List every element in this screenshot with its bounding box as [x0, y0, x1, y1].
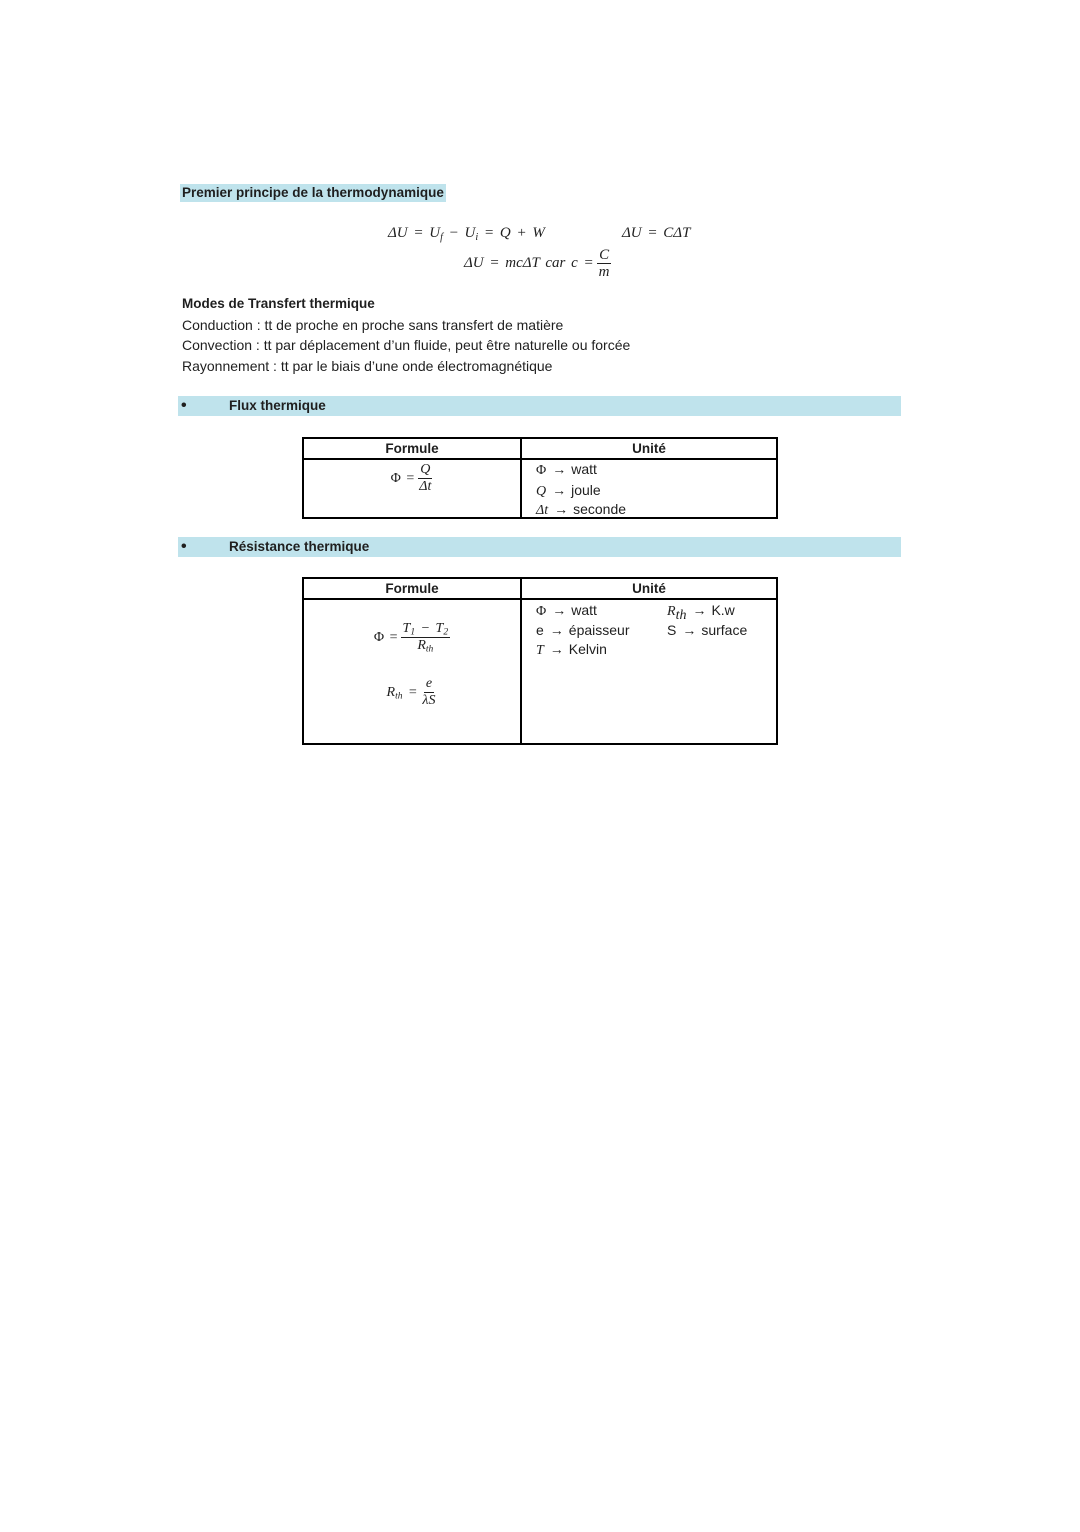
unit-name: surface — [701, 622, 748, 638]
unit-row-thickness — [536, 621, 630, 641]
table-header-formula: Formule — [385, 581, 439, 596]
table-header-divider — [304, 598, 776, 600]
unit-symbol: R — [667, 604, 676, 619]
table-header-unit: Unité — [632, 581, 666, 596]
unit-row-time — [536, 500, 626, 520]
mode-conduction: Conduction : tt de proche en proche sans transfert de matière — [182, 317, 564, 333]
lhs-subscript: th — [395, 691, 403, 702]
eq-specific-heat-text: ΔU = mcΔT car c = — [464, 255, 594, 271]
numerator-part: T — [402, 621, 411, 636]
formula-lhs: Φ = — [390, 470, 415, 486]
eq-specific-heat-fraction — [597, 247, 612, 280]
modes-transfert-title: Modes de Transfert thermique — [182, 296, 375, 311]
mode-rayonnement: Rayonnement : tt par le biais d’une onde électromagnétique — [182, 358, 553, 374]
bullet-icon: • — [181, 397, 187, 414]
arrow-symbol: → — [552, 463, 567, 478]
formula-lhs: Φ = — [373, 629, 398, 645]
flux-thermique-heading: Flux thermique — [229, 398, 326, 413]
equation-first-law — [388, 224, 545, 242]
unit-row-heat — [536, 481, 601, 501]
eq-first-law-subscript: i — [475, 231, 479, 243]
resistance-thermique-heading: Résistance thermique — [229, 539, 370, 554]
unit-name: joule — [571, 482, 601, 498]
unit-symbol: Q — [536, 484, 547, 499]
unit-row-surface — [667, 621, 747, 641]
table-column-divider — [520, 579, 522, 743]
unit-name: K.w — [711, 602, 735, 618]
bullet-icon: • — [181, 538, 187, 555]
numerator-part: − T — [415, 621, 444, 636]
unit-name: watt — [571, 602, 597, 618]
equation-heat-capacity: ΔU = CΔT — [622, 225, 691, 241]
premier-principe-heading — [180, 184, 446, 202]
eq-first-law-part: ΔU = U — [388, 225, 441, 241]
unit-name: watt — [571, 461, 597, 477]
fraction-denominator — [415, 638, 435, 654]
fraction-numerator: Q — [420, 462, 431, 477]
unit-symbol-subscript: th — [675, 607, 687, 623]
denominator-subscript: th — [425, 644, 434, 655]
flux-table — [302, 437, 778, 519]
fraction-numerator — [401, 621, 451, 638]
fraction-denominator: m — [598, 264, 610, 280]
fraction-numerator: C — [599, 247, 610, 263]
flux-thermique-bar — [178, 396, 901, 416]
arrow-symbol: → — [549, 624, 564, 639]
formula-fraction — [417, 462, 433, 495]
premier-principe-title: Premier principe de la thermodynamique — [182, 185, 444, 200]
resistance-table — [302, 577, 778, 745]
formula-fraction — [420, 676, 437, 709]
resistance-thermique-bar — [178, 537, 901, 557]
arrow-symbol: → — [549, 643, 564, 658]
arrow-symbol: → — [552, 484, 567, 499]
table-header-formula: Formule — [385, 441, 439, 456]
unit-symbol: S — [667, 622, 677, 638]
formula-lhs — [387, 685, 418, 701]
eq-first-law-part: − U — [442, 225, 476, 241]
flux-formula — [304, 462, 520, 495]
unit-name: épaisseur — [568, 622, 630, 638]
fraction-denominator: Δt — [419, 479, 432, 494]
unit-name: seconde — [573, 501, 627, 517]
table-header-unit: Unité — [632, 441, 666, 456]
arrow-symbol: → — [692, 604, 707, 619]
unit-symbol: Δt — [536, 503, 549, 518]
fraction-numerator: e — [425, 676, 433, 691]
resistance-flux-formula — [304, 621, 520, 654]
unit-symbol: T — [536, 643, 544, 658]
eq-first-law-subscript: f — [440, 231, 443, 243]
fraction-denominator: λS — [422, 693, 436, 708]
arrow-symbol: → — [682, 624, 697, 639]
eq-first-law-part: = Q + W — [478, 225, 545, 241]
unit-row-flux — [536, 601, 597, 621]
unit-row-flux — [536, 460, 597, 480]
equation-specific-heat — [464, 247, 612, 280]
mode-convection: Convection : tt par déplacement d’un fluide, peut être naturelle ou forcée — [182, 337, 631, 353]
denominator-part: R — [417, 638, 426, 653]
formula-fraction — [401, 621, 451, 654]
unit-row-temperature — [536, 640, 607, 660]
lhs-part: R — [386, 684, 396, 700]
numerator-subscript: 2 — [443, 627, 449, 638]
unit-name: Kelvin — [568, 641, 607, 657]
unit-symbol: e — [536, 622, 544, 638]
lhs-equals: = — [402, 684, 418, 700]
resistance-definition-formula — [304, 676, 520, 709]
unit-row-resistance — [667, 601, 735, 621]
unit-symbol: Φ — [536, 604, 547, 619]
unit-symbol: Φ — [536, 463, 547, 478]
arrow-symbol: → — [554, 503, 569, 518]
numerator-subscript: 1 — [410, 627, 416, 638]
arrow-symbol: → — [552, 604, 567, 619]
